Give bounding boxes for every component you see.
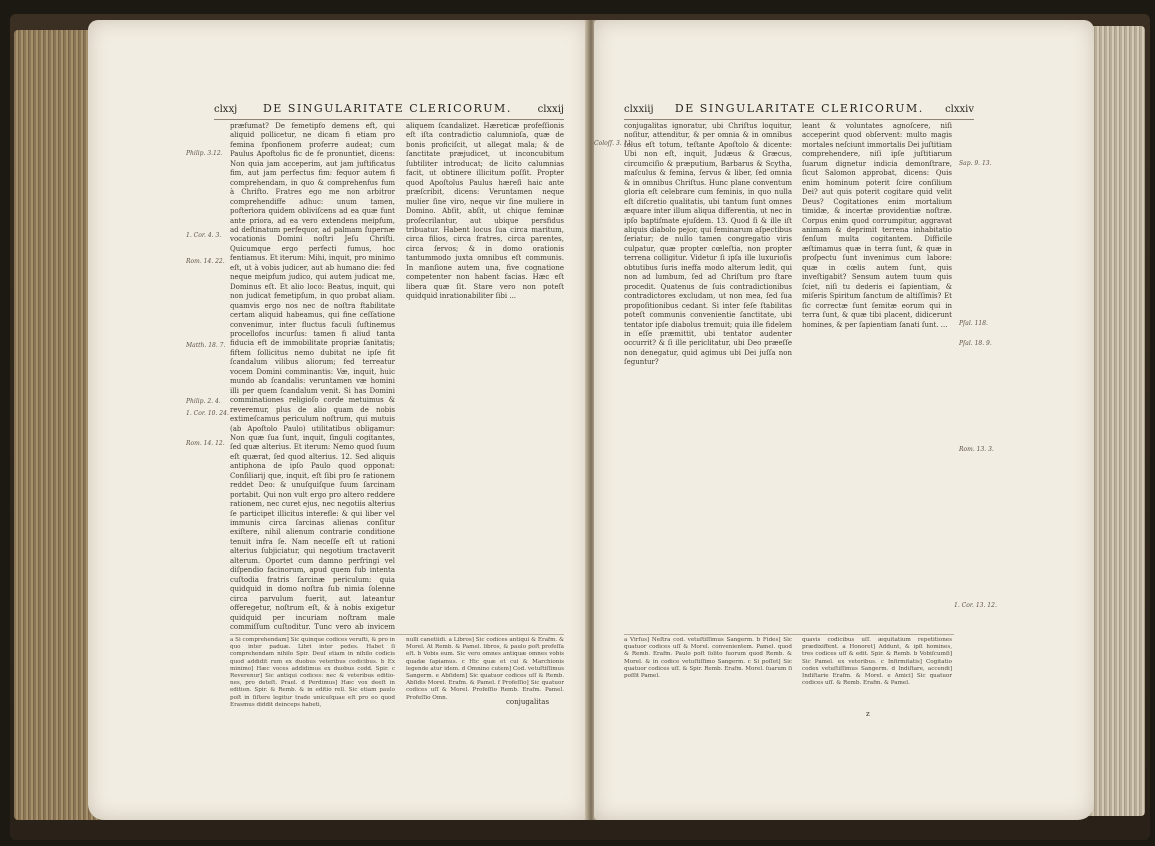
right-folio-left: clxxiij <box>624 104 654 115</box>
left-footnotes-1: a Si comprehendam] Sic quinque codices verufti, & pro in quo inter paduæ. Libri inter pedes. Habet ſi comprehendam nihilo Spir. Deuſ etiam in nihilo codicis quod addidit rum ex duobus veteribus codicibus. b Ex minimo] Hæc voces addidimus ex duobus codd. Spir. c Reverenur] Sic antiqui codices: nec & veteribus editio-nes, pro deteſt. Prael. d Perdimus] Hæc vox deeſt in edition. Spir. & Remb. & in editio rell. Sic etiam paulo poſt in ſiſtere legitur trade unicuſquae eſt pro eo quod Erasmus diddit deinceps habeti, <box>230 637 395 708</box>
right-column-1: conjugalitas ignoratur, ubi Chriſtus loquitur, noſitur, attenditur, & per omnia & in omnibus ſolus eſt totum, teſtante Apoſtolo & dicente: Ubi non eſt, inquit, Judæus & Græcus, circumciſio & præputium, Barbarus & Scytha, maſculus & femina, ſervus & liber, ſed omnia & in omnibus Chriſtus. Hunc plane conventum gloria eſt celebrare cum feminis, in quo nulla eſt diſcretio qualitatis, ubi tantum ſunt omnes æquare inter illum aliqua differentia, ut nec in ipſo baptiſmate ejuſdem. 13. Quod ſi & ille iſt aliquis diabolo pejor, qui feminarum aſpectibus ſeriatur; de nullo tamen congregatio viris culpatur, quæ propter cœleſtia, non propter terrena colligitur. Videtur ſi ipſa ille luxurioſis obtutibus ſuris ineffa modo alterum ledit, qui non ad lumbum, ſed ad Chriſtum pro ſtare procedit. Quatenus de ſuis contradictionibus contradictores excludam, ut non mea, ſed ſua propoſitionibus cedant. Si inter ſeſe ſtabilitas poteſt communis convenientie ſanctitate, ubi tentator ipſe diabolus tremuit; quia ille fidelem in eſſe præmittit, ubi tentator audenter occurrit? & ſi ille periclitatur, ubi Deo præeſſe non denegatur, quid agimus ubi Dei juſſa non ſeguntur? <box>624 122 792 367</box>
left-column-2: aliquem ſcandalizet. Hæreticæ profeſſionis eſt iſta contradictio calumnioſa, quæ de bonis proficiſcit, ut allegat mala; & de ſanctitate præjudicet, ut inconcubitum ſubtiliter introducat; de licito calumnias facit, ut obtinere illicitum poſſit. Propter quod Apoſtolus Paulus hæreſi haic ante præſcribit, dicens: Veruntamen neque mulier ſine viro, neque vir ſine muliere in Domino. Abſit, abſit, ut chique feminæ proſecrilantur, aut ubique persfidus tribuatur. Habent locus ſua circa maritum, circa filios, circa fratres, circa parentes, circa ſervos; & in domo orationis tantummodo juxta omnibus eſt communis. In manſione autem una, five cognatione competenter non habent facias. Hæc eſt libera quæ ſit. Stare vero non poteſt quidquid inrationabiliter ſibi ... <box>406 122 564 301</box>
right-margin-note-1: Coloſſ. 3. 11. <box>594 140 634 147</box>
right-page-header <box>624 102 974 118</box>
right-margin-note-3: Pſal. 118. <box>959 320 988 327</box>
left-catchword: conjugalitas <box>506 698 550 706</box>
right-footnote-rule <box>624 634 954 635</box>
right-folio-right: clxxiv <box>945 104 974 115</box>
right-page <box>594 20 1094 820</box>
left-footnotes-2: nulli canetiidi. a Libros] Sic codices antiqui & Erafm. & Morel. At Remb. & Pamel. libros, & paulo poſt profeſſa eſt. b Vobis eum. Sic vero omnes antiquæ omnes vobis quadæ ſapiamus. c Hic quæ et cui & Marchionis legende atur idem. d Omnino cutem] Cod. vetuſtiſſimus Sangerm. e Abſidem] Sic quatuor codices uſſ & Remb. Abſidis Morel. Erafm. & Pamel. f Profeſſio] Sic quatuor codices uſſ & Morel. Profeſſio Remb. Erafm. Pamel. Profeſſio Omn. <box>406 637 564 699</box>
page-edges-right <box>1085 26 1145 816</box>
left-margin-note-7: Rom. 14. 12. <box>186 440 225 447</box>
right-running-title: DE SINGULARITATE CLERICORUM. <box>674 102 924 115</box>
left-column-1: præfumat? De femetipfo demens eft, qui aliquid pollicetur, ne dicam fi etiam pro femina fponfionem proferre audeat; cum Paulus Apoftolus fic de fe pronuntiet, dicens: Non quia jam acceperim, aut jam juftificatus fim, aut jam perfectus fim: fequor autem fi comprehendam, in quo & comprehenfus fum à Chrifto. Fratres ego me non arbitror comprehendiffe adhuc: unum tamen, pofteriora quidem obliviſcens ad ea quæ funt ante priora, ad ea vero extendens meipfum, ad deſtinatum perfequor, ad palmam ſupernæ vocationis Domini noſtri Jeſu Chriſti. Quicumque ergo perfecti fumus, hoc fentiamus. Et iterum: Mihi, inquit, pro minimo eſt, ut à vobis judicer, aut ab humano die: fed neque meipfum judico, qui autem judicat me, Dominus eſt. Et alio loco: Beatus, inquit, qui non judicat femetipſum, in quo probat aliam. quamvis ergo nos nec de noſtra ftabilitate certam aliquid habeamus, qui fine ceſſatione convenimur, inter fluctus faculi ſuſtinemus procellofos incurſus: tamen fi aliud tanta fiducia eft de immobilitate propriæ ſanitatis; fiftem ſollicitus nemo dubitat ne ipſe fit ſcandalum vilibus aliorum; fed terreatur vocem Domini comminantis: Væ, inquit, huic mundo ab ſcandalis: veruntamen væ homini illi per quem ſcandalum venit. Si has Domini comminationes religioſo corde metuimus & reveremur, plus de alio quam de nobis extimeſcamus periculum noſtrum, qui mutuis (ab Apoſtolo Paulo) utilitatibus obligamur: Non quæ ſua ſunt, inquit, ſinguli cogitantes, ſed quæ alterius. Et iterum: Nemo quod ſuum eſt quærat, ſed quod alterius. 12. Sed aliquis antiphona de ipſo Paulo quod opponat: Conſiliarij que, inquit, eſt ſibi pro ſe rationem reddet Deo: & unuſquiſque ſuum ſarcinam portabit. Qui non vult ergo pro altero reddere rationem, nec curet ejus, nec negotiis alterius ſe participet illicitus interefle: & qui liber vel immunis circa ſarcinas alienas conſitur exiſtere, nihil alienum contrarie conditione tenuit infra ſe. Nam neceſſe eſt ut rationi alterius ſubjiciatur, qui negotium tractaverit alterum. Oportet cum damno perfringi vel diſpendio facinorum, apud quem fub intenta cuſtodia fratris ſarcinæ periculum: quia quidquid in domo noſtra ſub nimia ſolenne circa parvulum fuerit, aut lateantur offeregetur, noſtrum eſt, & à nobis exigetur quidquid per incuriam noſtram male commiſſum cuſtoditur. Tunc vero ab invicem <box>230 122 395 632</box>
right-margin-note-6: 1. Cor. 13. 12. <box>954 602 997 609</box>
left-folio-right: clxxij <box>537 104 564 115</box>
right-footnotes-2: quavis codicibus uſſ. æquitatium repetitiones prædixiffent. a Honoret] Addunt, & ipſi homines, tres codices uſſ & edit. Spir. & Remb. b Vobiſcumſi] Sic Pamel. ex veteribus. c Infirmitatis] Cogitatio codex vetuſtiſſimus Sangerm. d Indiſtare, accendi] Indiſtarie Erafm. & Morel. e Amici] Sic quatuor codices uſſ. & Remb. Erafm. & Pamel. <box>802 637 952 687</box>
left-margin-note-2: 1. Cor. 4. 3. <box>186 232 222 239</box>
left-footnote-rule <box>230 634 564 635</box>
left-margin-note-5: Philip. 2. 4. <box>186 398 221 405</box>
left-margin-note-4: Matth. 18. 7. <box>186 342 226 349</box>
right-column-2: leant & voluntates agnoſcere, niſi acceperint quod obſervent: multo magis mortales neſciunt immortalis Dei juſtitiam comprehendere, niſi ipſe juſtitiarum ſuarum dignetur indicia demonſtrare, ſicut Salomon approbat, dicens: Quis enim hominum poterit ſcire conſilium Dei? aut quis poterit cogitare quid velit Deus? Cogitationes enim mortalium timidæ, & incertæ providentiæ noſtræ. Corpus enim quod corrumpitur, aggravat animam & deprimit terrena inhabitatio ſenſum multa cogitantem. Difficile æſtimamus quæ in terra ſunt, & quæ in proſpectu ſunt invenimus cum labore: quæ in cœlis autem ſunt, quis inveſtigabit? Sensum autem tuum quis ſciet, niſi tu dederis ei ſapientiam, & miſeris Spiritum ſanctum de altiſſimis? Et ſic correctæ ſunt ſemitæ eorum qui in terra ſunt, & quæ tibi placent, didicerunt homines, & per ſapientiam ſanati ſunt. ... <box>802 122 952 329</box>
right-margin-note-5: Rom. 13. 3. <box>959 446 994 453</box>
left-page <box>88 20 588 820</box>
right-footnotes-1: a Virſus] Neſtra cod. vetuſtiſſimus Sangerm. b Fides] Sic quatuor codices uſſ & Morel. convenientem. Pamel. quod & Remb. Erafm. Paulo poſt ſolito ſuorum quod Remb. & Morel. & in codice vetuſtiſſimo Sangerm. c Si poſſet] Sic quatuor codices uſſ. & Spir. Remb. Erafm. Morel. ſuarum ſi poſſit Pamel. <box>624 637 792 680</box>
left-margin-note-6: 1. Cor. 10. 24. <box>186 410 229 417</box>
right-signature-mark: z <box>866 710 870 718</box>
right-margin-note-2: Sap. 9. 13. <box>959 160 992 167</box>
left-running-title: DE SINGULARITATE CLERICORUM. <box>262 102 512 115</box>
right-margin-note-4: Pſal. 18. 9. <box>959 340 992 347</box>
right-header-rule <box>624 119 974 120</box>
left-page-header <box>214 102 564 118</box>
left-margin-note-3: Rom. 14. 22. <box>186 258 225 265</box>
left-folio-left: clxxj <box>214 104 238 115</box>
left-margin-note-1: Philip. 3.12. <box>186 150 223 157</box>
left-header-rule <box>214 119 564 120</box>
